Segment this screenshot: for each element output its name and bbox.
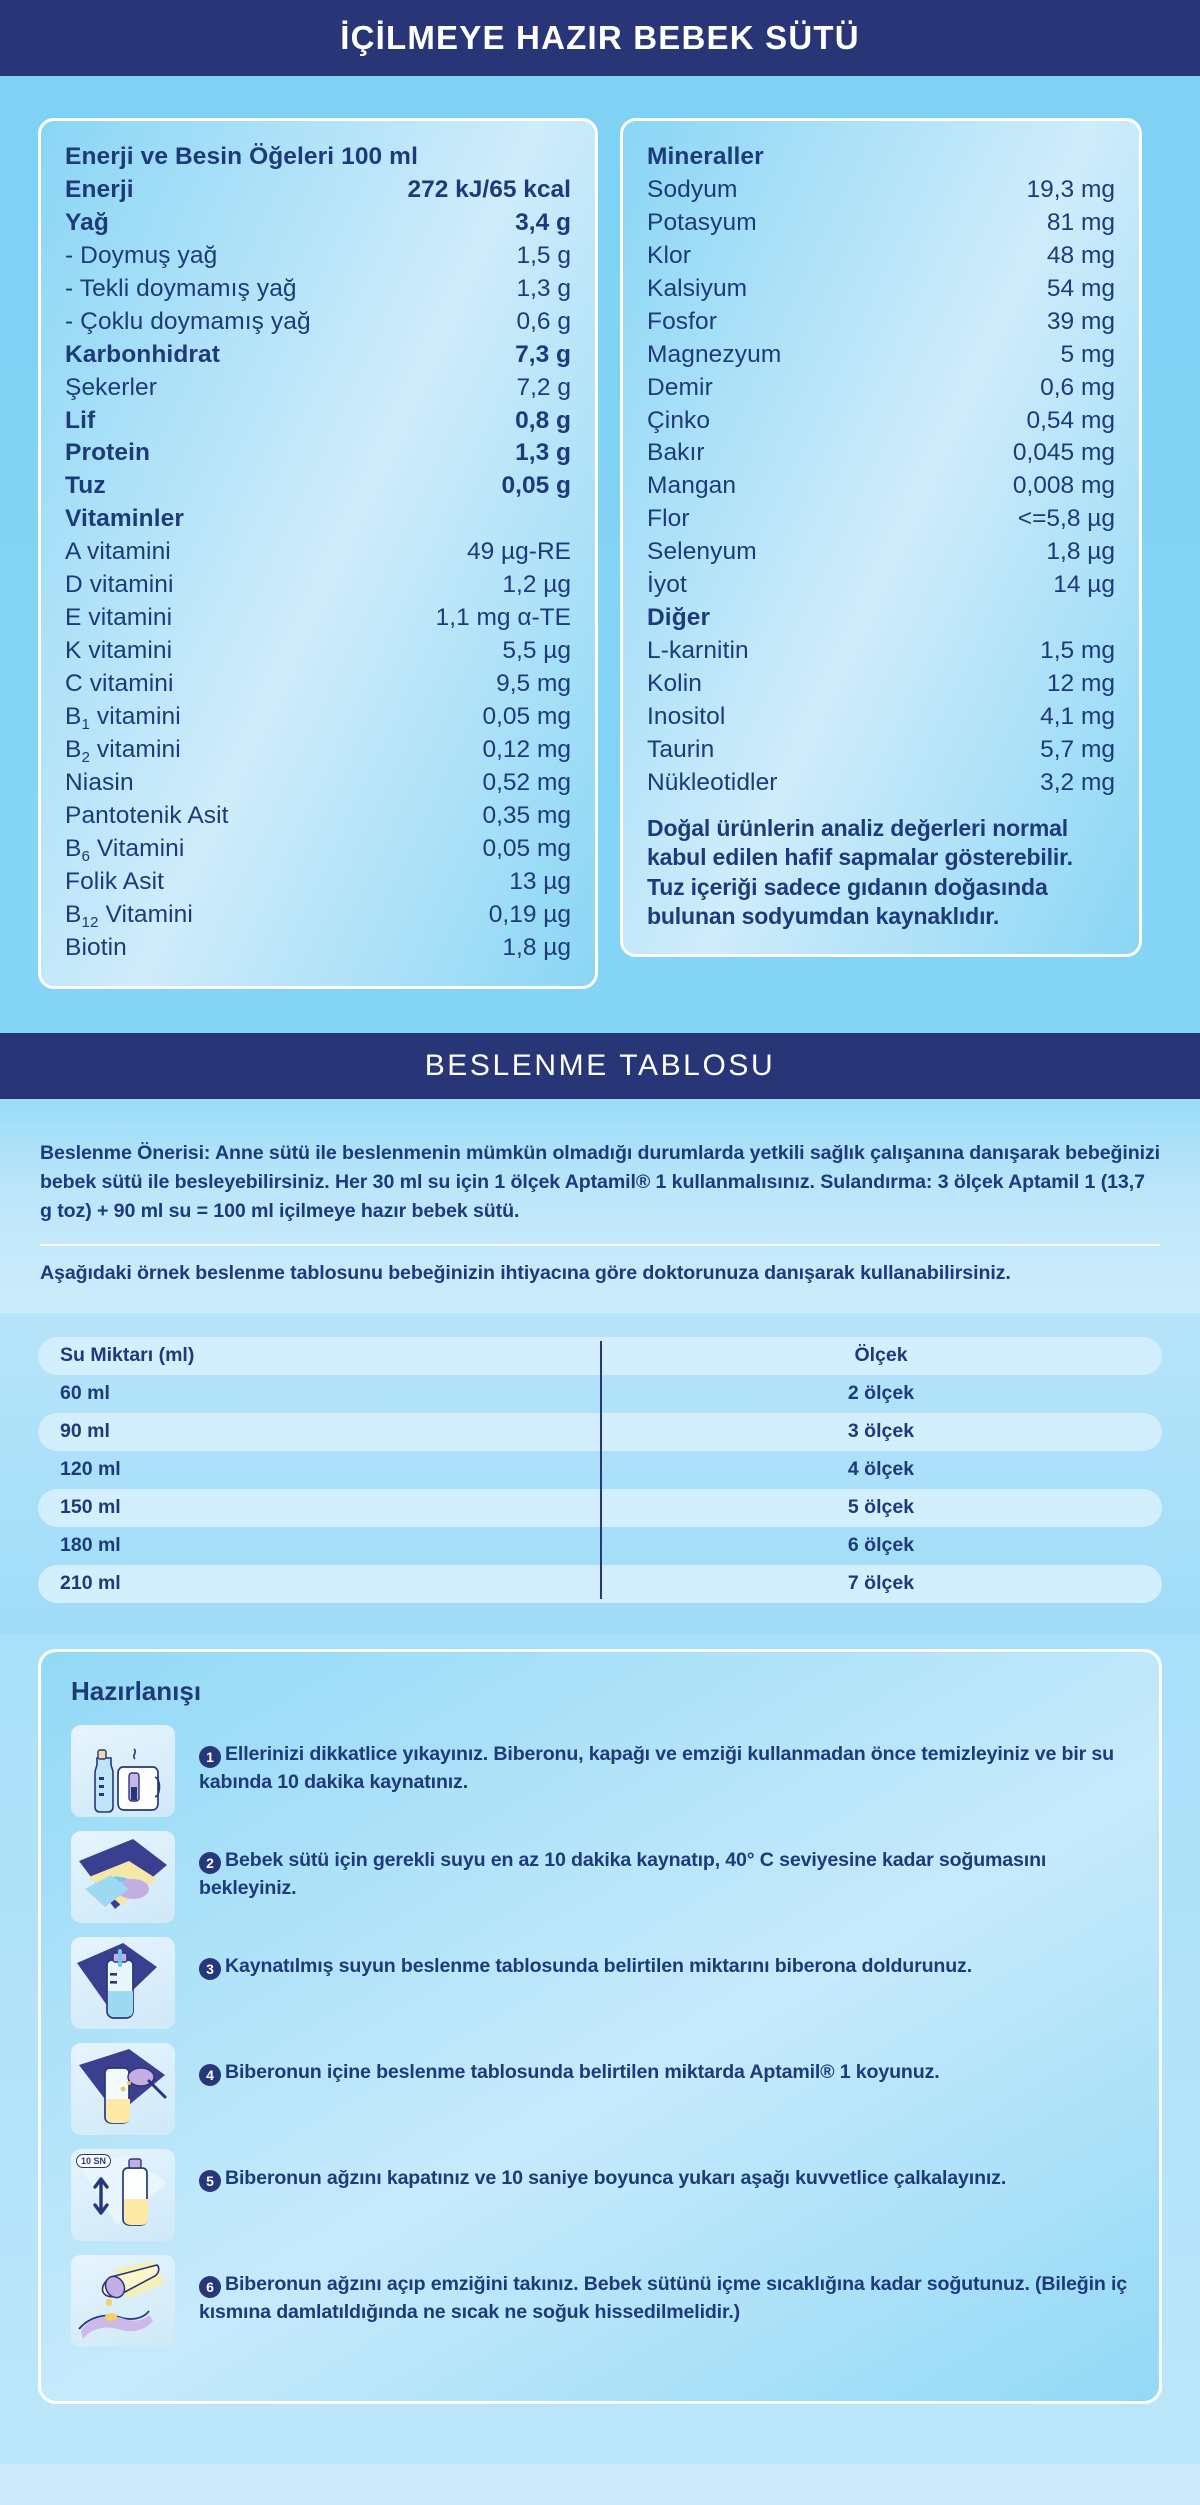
nutrient-label: Şekerler (65, 373, 158, 401)
nutrient-label: A vitamini (65, 538, 171, 566)
nutrient-label: D vitamini (65, 571, 174, 599)
nutrient-value: 9,5 mg (496, 670, 571, 697)
nutrient-label: Kolin (647, 670, 702, 697)
nutrient-value: 0,045 mg (1012, 439, 1115, 467)
drop-on-wrist-icon (71, 2255, 175, 2347)
step-number-badge: 6 (199, 2276, 221, 2298)
other-nutrient-row (647, 701, 1115, 734)
nutrient-label: Potasyum (647, 208, 757, 236)
nutrient-value: 1,8 µg (502, 933, 571, 961)
nutrient-value: 39 mg (1046, 307, 1115, 335)
nutrient-value: 0,35 mg (482, 801, 571, 829)
nutrient-label: Taurin (647, 735, 715, 763)
page-title: İÇİLMEYE HAZIR BEBEK SÜTÜ (0, 0, 1200, 76)
vitamin-row (65, 668, 571, 701)
nutrient-row (65, 372, 571, 405)
preparation-step-body (199, 2149, 1006, 2193)
preparation-step-body (199, 2255, 1129, 2327)
nutrient-label: Folik Asit (65, 867, 165, 895)
mineral-row (647, 536, 1115, 569)
water-scoop-table (38, 1337, 1162, 1603)
nutrient-value: <=5,8 µg (1017, 505, 1115, 533)
nutrient-label: Çinko (647, 406, 711, 434)
nutrient-label: Kalsiyum (647, 274, 748, 302)
preparation-step-text: 3 Kaynatılmış suyun beslenme tablosunda belirtilen miktarını biberona doldurunuz. (199, 1953, 972, 1981)
nutrient-label: Niasin (65, 768, 134, 796)
nutrient-value: 54 mg (1046, 274, 1115, 302)
mineral-row (647, 207, 1115, 240)
column-header-scoop: Ölçek (854, 1344, 908, 1367)
preparation-steps (71, 1725, 1129, 2351)
vitamin-row (65, 932, 571, 965)
mineral-row (647, 273, 1115, 306)
vitamin-rows (65, 536, 571, 964)
preparation-title: Hazırlanışı (71, 1675, 202, 1706)
nutrient-value: 0,12 mg (482, 735, 571, 763)
nutrient-row (65, 306, 571, 339)
cell-water-amount: 150 ml (60, 1496, 121, 1519)
bottle-fill-icon (71, 1937, 175, 2029)
nutrient-value: 5 mg (1060, 340, 1115, 368)
nutrient-value: 0,05 mg (482, 702, 571, 730)
nutrient-label: Pantotenik Asit (65, 801, 229, 829)
preparation-step (71, 2149, 1129, 2245)
nutrient-value: 0,52 mg (482, 768, 571, 796)
nutrient-value: 12 mg (1046, 670, 1115, 697)
preparation-step-body (199, 2043, 940, 2087)
nutrient-row (65, 339, 571, 372)
cell-water-amount: 210 ml (60, 1572, 121, 1595)
vitamins-heading: Vitaminler (65, 505, 185, 533)
cell-water-amount: 90 ml (60, 1420, 110, 1443)
nutrient-value: 0,19 µg (488, 900, 571, 928)
nutrient-label: Demir (647, 373, 713, 401)
nutrient-row (65, 207, 571, 240)
nutrient-label: Flor (647, 505, 690, 533)
mineral-row (647, 405, 1115, 438)
preparation-step (71, 1831, 1129, 1927)
mineral-row (647, 503, 1115, 536)
nutrient-value: 0,008 mg (1012, 472, 1115, 500)
nutrient-label: Sodyum (647, 175, 738, 203)
preparation-step-text: 5 Biberonun ağzını kapatınız ve 10 saniye boyunca yukarı aşağı kuvvetlice çalkalayınız. (199, 2165, 1006, 2193)
minerals-heading: Mineraller (647, 143, 764, 170)
mineral-row (647, 470, 1115, 503)
nutrient-label: $B_1$ vitamini (65, 702, 181, 733)
nutrient-label: L-karnitin (647, 637, 749, 665)
nutrient-label: İyot (647, 571, 687, 599)
other-nutrient-row (647, 635, 1115, 668)
cell-scoop-count: 6 ölçek (847, 1534, 915, 1557)
cell-scoop-count: 3 ölçek (847, 1420, 915, 1443)
mineral-row (647, 372, 1115, 405)
nutrient-value: 1,5 mg (1040, 637, 1115, 665)
nutrient-value: 0,54 mg (1026, 406, 1115, 434)
nutrient-label: C vitamini (65, 670, 174, 697)
nutrient-value: 48 mg (1046, 241, 1115, 269)
scoop-icon (71, 2043, 175, 2135)
nutrient-label: Karbonhidrat (65, 340, 221, 368)
nutrient-value: 0,05 mg (482, 834, 571, 862)
nutrient-label: Yağ (65, 208, 109, 236)
preparation-step (71, 1937, 1129, 2033)
other-nutrient-row (647, 668, 1115, 701)
nutrition-panel-left (38, 118, 598, 989)
shake-duration-badge: 10 SN (76, 2154, 111, 2168)
step-number-badge: 5 (199, 2170, 221, 2192)
feeding-advice-note: Aşağıdaki örnek beslenme tablosunu bebeğinizin ihtiyacına göre doktorunuza danışarak kullanabilirsiniz. (40, 1261, 1011, 1284)
other-nutrient-row (647, 734, 1115, 767)
shake-bottle-icon (71, 2149, 175, 2241)
nutrient-label: $B_2$ vitamini (65, 735, 181, 766)
vitamin-row (65, 569, 571, 602)
nutrient-value: 7,2 g (516, 373, 571, 401)
nutrient-label: - Doymuş yağ (65, 241, 218, 269)
nutrient-value: 81 mg (1046, 208, 1115, 236)
cell-water-amount: 120 ml (60, 1458, 121, 1481)
preparation-card (38, 1649, 1162, 2404)
column-header-water: Su Miktarı (ml) (60, 1344, 195, 1367)
preparation-step-text: 4 Biberonun içine beslenme tablosunda belirtilen miktarda Aptamil® 1 koyunuz. (199, 2059, 940, 2087)
preparation-step-text: 1 Ellerinizi dikkatlice yıkayınız. Biberonu, kapağı ve emziği kullanmadan önce temizleyiniz ve bir su kabında 10 dakika kaynatınız. (199, 1742, 1114, 1793)
preparation-section (0, 1633, 1200, 2464)
nutrient-label: Biotin (65, 933, 127, 961)
nutrient-label: $B_6$ Vitamini (65, 834, 185, 865)
nutrient-value: 13 µg (509, 867, 571, 895)
nutrient-label: Enerji (65, 175, 134, 203)
nutrient-label: - Çoklu doymamış yağ (65, 307, 311, 335)
nutrient-value: 3,4 g (515, 208, 571, 236)
nutrient-label: Mangan (647, 472, 737, 500)
nutrient-label: E vitamini (65, 604, 173, 632)
nutrient-value: 0,6 mg (1040, 373, 1115, 401)
vitamin-row (65, 833, 571, 866)
nutrient-label: Fosfor (647, 307, 718, 335)
cell-scoop-count: 7 ölçek (847, 1572, 915, 1595)
nutrient-value: 5,5 µg (502, 637, 571, 665)
nutrient-value: 4,1 mg (1040, 702, 1115, 730)
analysis-disclaimer: Doğal ürünlerin analiz değerleri normal kabul edilen hafif sapmalar gösterebilir. Tuz içeriği sadece gıdanın doğasında bulunan sodyumdan kaynaklıdır. (647, 814, 1073, 930)
nutrient-label: Lif (65, 406, 96, 434)
vitamin-row (65, 602, 571, 635)
cell-scoop-count: 4 ölçek (847, 1458, 915, 1481)
other-rows (647, 635, 1115, 800)
step-number-badge: 3 (199, 1958, 221, 1980)
nutrient-label: Selenyum (647, 538, 757, 566)
vitamin-row (65, 635, 571, 668)
preparation-step (71, 1725, 1129, 1821)
preparation-step (71, 2043, 1129, 2139)
nutrient-value: 1,8 µg (1046, 538, 1115, 566)
nutrient-value: 0,05 g (501, 472, 571, 500)
nutrient-label: - Tekli doymamış yağ (65, 274, 297, 302)
cell-water-amount: 180 ml (60, 1534, 121, 1557)
step-number-badge: 2 (199, 1852, 221, 1874)
vitamin-row (65, 734, 571, 767)
nutrient-label: Inositol (647, 702, 726, 730)
nutrient-value: 272 kJ/65 kcal (407, 175, 571, 203)
other-nutrient-row (647, 767, 1115, 800)
mineral-row (647, 306, 1115, 339)
cell-water-amount: 60 ml (60, 1382, 110, 1405)
nutrient-value: 1,2 µg (502, 571, 571, 599)
nutrient-value: 19,3 mg (1026, 175, 1115, 203)
nutrient-value: 1,1 mg α-TE (435, 604, 571, 632)
cell-scoop-count: 2 ölçek (847, 1382, 915, 1405)
feeding-advice-section (0, 1099, 1200, 1312)
preparation-step-body (199, 1725, 1129, 1797)
mineral-row (647, 174, 1115, 207)
step-number-badge: 4 (199, 2064, 221, 2086)
water-scoop-table-section (0, 1313, 1200, 1633)
nutrient-label: Bakır (647, 439, 705, 467)
step-number-badge: 1 (199, 1746, 221, 1768)
preparation-step (71, 2255, 1129, 2351)
nutrient-value: 1,5 g (516, 241, 571, 269)
vitamin-row (65, 701, 571, 734)
preparation-step-text: 6 Biberonun ağzını açıp emziğini takınız. Bebek sütünü içme sıcaklığına kadar soğutunuz. (Bileğin iç kısmına damlatıldığında ne sıcak ne soğuk hissedilmelidir.) (199, 2272, 1128, 2323)
preparation-step-body (199, 1937, 972, 1981)
mineral-row (647, 339, 1115, 372)
beslenme-tablosu-title: BESLENME TABLOSU (0, 1033, 1200, 1099)
vitamin-row (65, 536, 571, 569)
nutrient-value: 3,2 mg (1040, 768, 1115, 796)
other-heading: Diğer (647, 604, 711, 632)
table-column-divider (600, 1341, 602, 1599)
vitamin-row (65, 899, 571, 932)
mineral-row (647, 437, 1115, 470)
nutrient-value: 1,3 g (515, 439, 571, 467)
nutrient-row (65, 273, 571, 306)
cell-scoop-count: 5 ölçek (847, 1496, 915, 1519)
nutrient-value: 14 µg (1053, 571, 1115, 599)
preparation-step-text: 2 Bebek sütü için gerekli suyu en az 10 dakika kaynatıp, 40° C seviyesine kadar soğumasını bekleyiniz. (199, 1848, 1047, 1899)
feeding-advice-text: Beslenme Önerisi: Anne sütü ile beslenmenin mümkün olmadığı durumlarda yetkili sağlık çalışanına danışarak bebeğinizi bebek sütü ile besleyebilirsiniz. Her 30 ml su için 1 ölçek Aptamil® 1 kullanmalısınız. Sulandırma: 3 ölçek Aptamil 1 (13,7 g toz) + 90 ml su = 100 ml içilmeye hazır bebek sütü. (40, 1142, 1160, 1223)
nutrient-value: 1,3 g (516, 274, 571, 302)
nutrient-label: $B_{12}$ Vitamini (65, 900, 193, 931)
nutrient-value: 7,3 g (515, 340, 571, 368)
mineral-rows (647, 174, 1115, 602)
nutrient-value: 49 µg-RE (467, 538, 571, 566)
bottle-kettle-icon (71, 1725, 175, 1817)
mineral-row (647, 240, 1115, 273)
nutrient-row (65, 437, 571, 470)
nutrition-left-title: Enerji ve Besin Öğeleri 100 ml (65, 143, 418, 170)
nutrient-value: 0,8 g (515, 406, 571, 434)
nutrient-label: K vitamini (65, 637, 173, 665)
nutrient-row (65, 405, 571, 438)
nutrition-section (0, 76, 1200, 1033)
nutrient-value: 0,6 g (516, 307, 571, 335)
preparation-step-body (199, 1831, 1129, 1903)
vitamin-row (65, 800, 571, 833)
nutrient-label: Nükleotidler (647, 768, 778, 796)
macro-rows (65, 174, 571, 503)
nutrient-row (65, 174, 571, 207)
kettle-pour-icon (71, 1831, 175, 1923)
nutrient-label: Tuz (65, 472, 106, 500)
nutrient-label: Magnezyum (647, 340, 782, 368)
vitamin-row (65, 767, 571, 800)
divider (40, 1244, 1160, 1246)
vitamin-row (65, 866, 571, 899)
nutrient-label: Protein (65, 439, 151, 467)
nutrient-row (65, 240, 571, 273)
nutrient-row (65, 470, 571, 503)
nutrient-value: 5,7 mg (1040, 735, 1115, 763)
nutrient-label: Klor (647, 241, 691, 269)
mineral-row (647, 569, 1115, 602)
nutrition-panel-right (620, 118, 1142, 957)
